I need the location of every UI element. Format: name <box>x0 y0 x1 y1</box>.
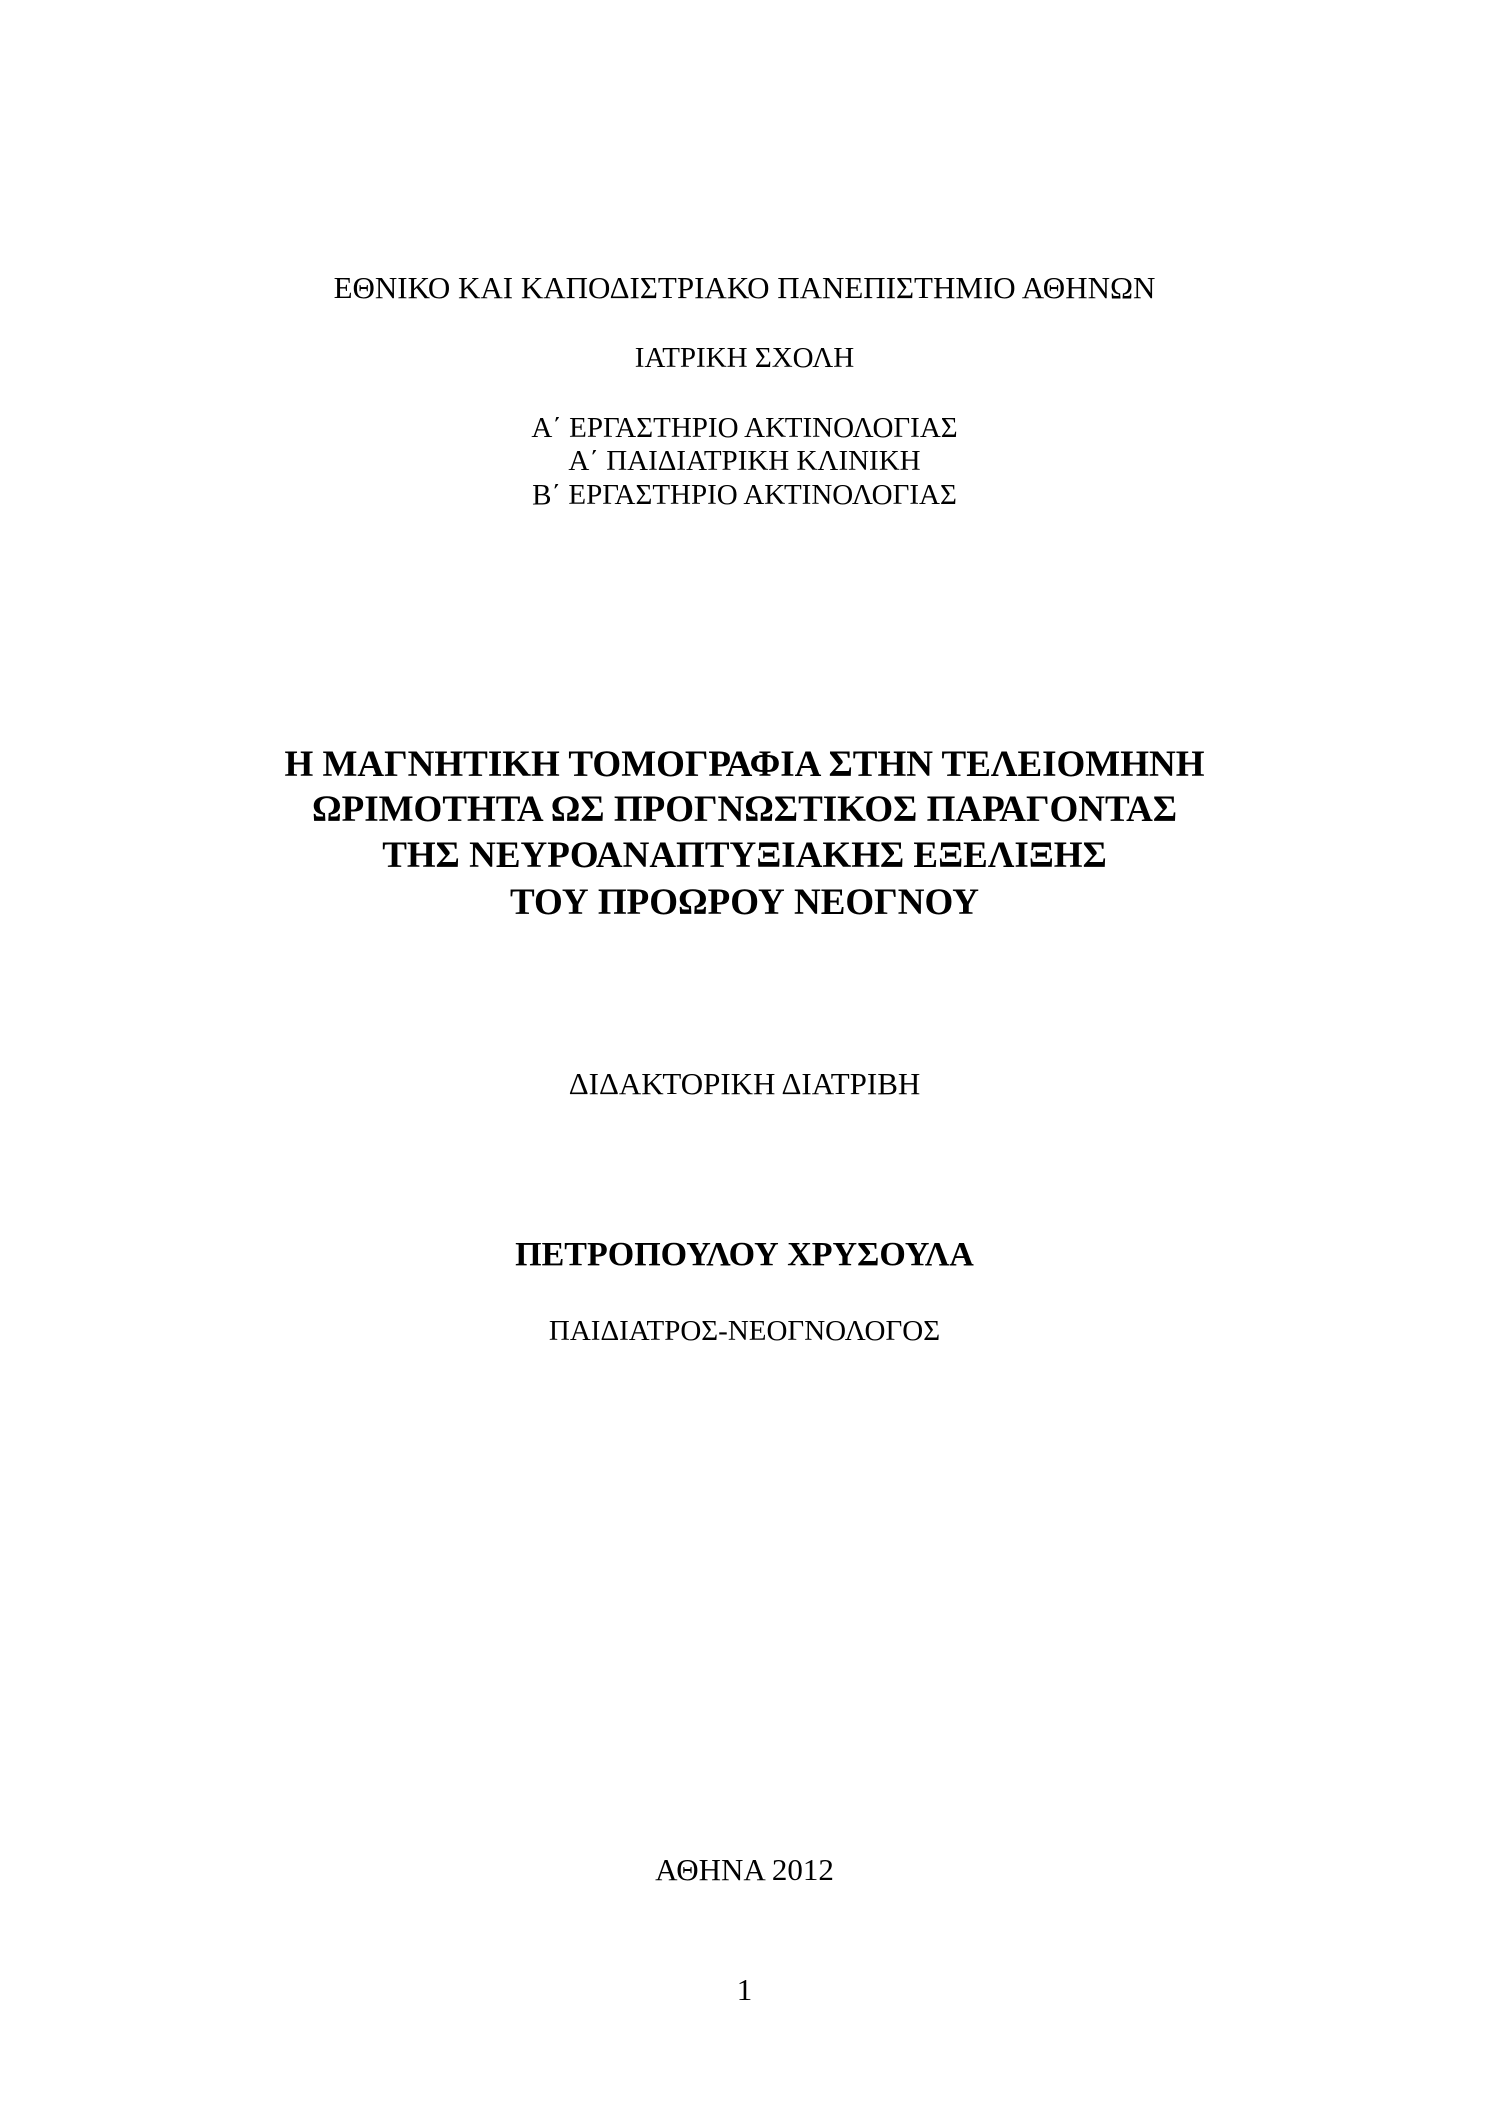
school-name: ΙΑΤΡΙΚΗ ΣΧΟΛΗ <box>634 342 855 374</box>
document-type: ΔΙΔΑΚΤΟΡΙΚΗ ΔΙΑΤΡΙΒΗ <box>568 1066 921 1101</box>
thesis-title-line-3: ΤΗΣ ΝΕΥΡΟΑΝΑΠΤΥΞΙΑΚΗΣ ΕΞΕΛΙΞΗΣ <box>382 835 1107 876</box>
department-line-1: Α΄ ΕΡΓΑΣΤΗΡΙΟ ΑΚΤΙΝΟΛΟΓΙΑΣ <box>531 412 958 444</box>
department-line-2: Α΄ ΠΑΙΔΙΑΤΡΙΚΗ ΚΛΙΝΙΚΗ <box>568 445 921 477</box>
page-number: 1 <box>736 1972 753 2007</box>
department-line-3: Β΄ ΕΡΓΑΣΤΗΡΙΟ ΑΚΤΙΝΟΛΟΓΙΑΣ <box>532 479 957 511</box>
thesis-title-line-1: Η ΜΑΓΝΗΤΙΚΗ ΤΟΜΟΓΡΑΦΙΑ ΣΤΗΝ ΤΕΛΕΙΟΜΗΝΗ <box>284 744 1205 785</box>
thesis-title-line-2: ΩΡΙΜΟΤΗΤΑ ΩΣ ΠΡΟΓΝΩΣΤΙΚΟΣ ΠΑΡΑΓΟΝΤΑΣ <box>311 789 1178 830</box>
thesis-title-line-4: ΤΟΥ ΠΡΟΩΡΟΥ ΝΕΟΓΝΟΥ <box>510 882 979 923</box>
author-name: ΠΕΤΡΟΠΟΥΛΟΥ ΧΡΥΣΟΥΛΑ <box>515 1236 974 1273</box>
author-title: ΠΑΙΔΙΑΤΡΟΣ-ΝΕΟΓΝΟΛΟΓΟΣ <box>548 1315 941 1347</box>
place-and-year: ΑΘΗΝΑ 2012 <box>655 1852 834 1887</box>
university-name: ΕΘΝΙΚΟ ΚΑΙ ΚΑΠΟΔΙΣΤΡΙΑΚΟ ΠΑΝΕΠΙΣΤΗΜΙΟ ΑΘΗΝΩΝ <box>333 270 1156 305</box>
